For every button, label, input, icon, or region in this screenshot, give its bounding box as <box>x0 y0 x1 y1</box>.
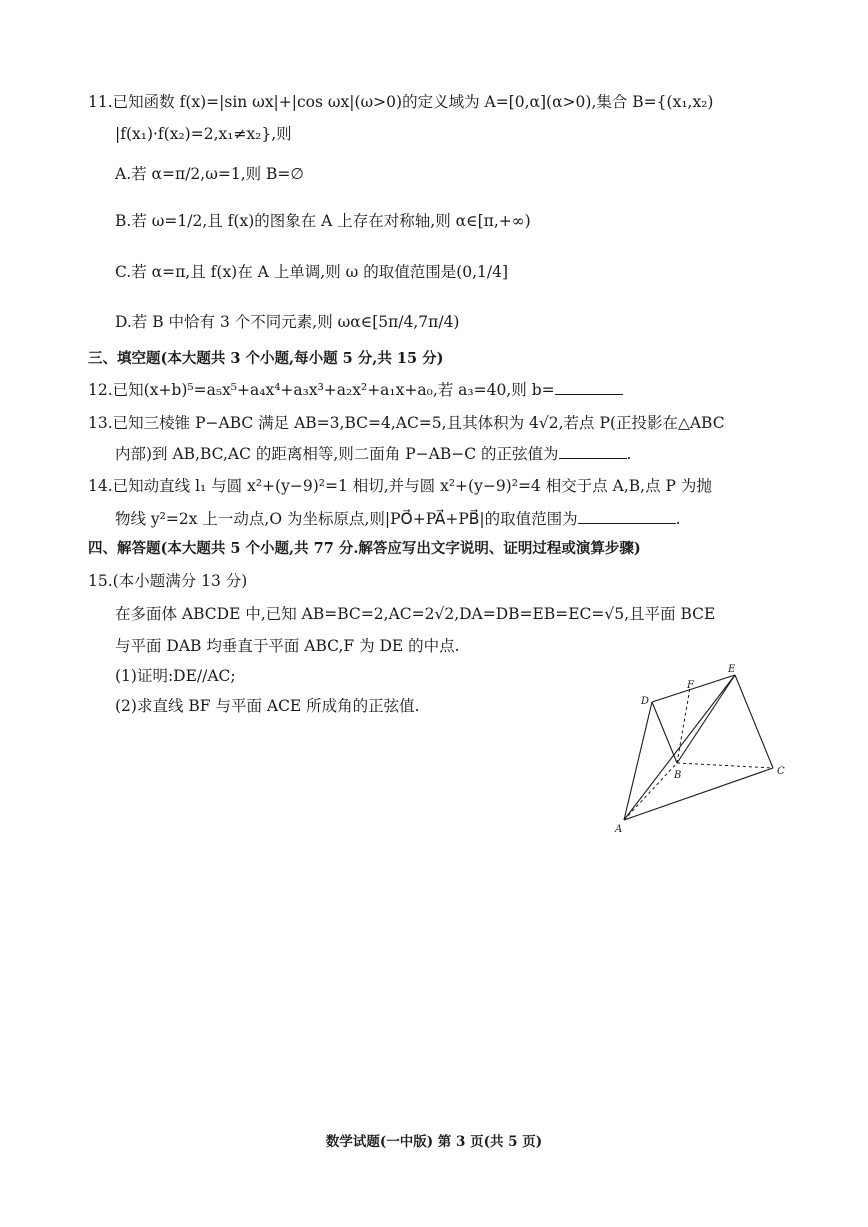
edge-bf-dashed <box>677 688 690 763</box>
q14-line1: 14.已知动直线 l₁ 与圆 x²+(y−9)²=1 相切,并与圆 x²+(y−9)²=4 相交于点 A,B,点 P 为抛 <box>88 477 712 495</box>
q11-option-a: A.若 α=π/2,ω=1,则 B=∅ <box>115 165 304 183</box>
q13-answer-blank[interactable] <box>559 444 627 459</box>
q14-line2: 物线 y²=2x 上一动点,O 为坐标原点,则|PO⃗+PA⃗+PB⃗|的取值范围为 . <box>115 510 681 528</box>
q12 <box>88 380 623 400</box>
q13-line2: 内部)到 AB,BC,AC 的距离相等,则二面角 P−AB−C 的正弦值为 . <box>115 445 632 463</box>
q12-text: 12.已知(x+b)⁵=a₅x⁵+a₄x⁴+a₃x³+a₂x²+a₁x+a₀,若 a₃=40,则 b= <box>88 381 555 399</box>
label-b: B <box>674 770 682 781</box>
q14-line2-text: 物线 y²=2x 上一动点,O 为坐标原点,则|PO⃗+PA⃗+PB⃗|的取值范围为 <box>115 510 578 528</box>
section-3-heading: 三、填空题(本大题共 3 个小题,每小题 5 分,共 15 分) <box>88 350 444 367</box>
edge-ab-dashed <box>624 763 677 820</box>
label-e: E <box>728 664 736 675</box>
label-d: D <box>641 696 650 707</box>
q11-option-b: B.若 ω=1/2,且 f(x)的图象在 A 上存在对称轴,则 α∈[π,+∞) <box>115 212 531 230</box>
label-a: A <box>615 824 623 835</box>
edge-bc-dashed <box>677 763 773 768</box>
label-f: F <box>687 680 694 691</box>
q11-line1: 11.已知函数 f(x)=|sin ωx|+|cos ωx|(ω>0)的定义域为 A=[0,α](α>0),集合 B={(x₁,x₂) <box>88 93 714 111</box>
edge-ac <box>624 768 773 820</box>
q15-header: 15.(本小题满分 13 分) <box>88 572 248 590</box>
edge-db <box>652 702 677 763</box>
q11-option-c: C.若 α=π,且 f(x)在 A 上单调,则 ω 的取值范围是(0,1/4] <box>115 263 509 281</box>
q11-line2: |f(x₁)·f(x₂)=2,x₁≠x₂},则 <box>115 125 292 143</box>
q11-option-d: D.若 B 中恰有 3 个不同元素,则 ωα∈[5π/4,7π/4) <box>115 313 460 331</box>
page-footer: 数学试题(一中版) 第 3 页(共 5 页) <box>325 1134 543 1150</box>
q14-answer-blank[interactable] <box>578 509 676 524</box>
q15-line2: 与平面 DAB 均垂直于平面 ABC,F 为 DE 的中点. <box>115 637 460 655</box>
q15-line1: 在多面体 ABCDE 中,已知 AB=BC=2,AC=2√2,DA=DB=EB=EC=√5,且平面 BCE <box>115 605 716 623</box>
label-c: C <box>777 766 785 777</box>
section-4-heading: 四、解答题(本大题共 5 个小题,共 77 分.解答应写出文字说明、证明过程或演算步骤) <box>88 540 641 557</box>
edge-ec <box>735 675 773 768</box>
edge-be <box>677 675 735 763</box>
q15-part1: (1)证明:DE//AC; <box>115 667 236 685</box>
q13-line2-text: 内部)到 AB,BC,AC 的距离相等,则二面角 P−AB−C 的正弦值为 <box>115 445 559 463</box>
q15-part2: (2)求直线 BF 与平面 ACE 所成角的正弦值. <box>115 697 420 715</box>
polyhedron-figure <box>610 660 790 835</box>
q12-answer-blank[interactable] <box>555 380 623 395</box>
q13-line1: 13.已知三棱锥 P−ABC 满足 AB=3,BC=4,AC=5,且其体积为 4√2,若点 P(正投影在△ABC <box>88 414 725 432</box>
